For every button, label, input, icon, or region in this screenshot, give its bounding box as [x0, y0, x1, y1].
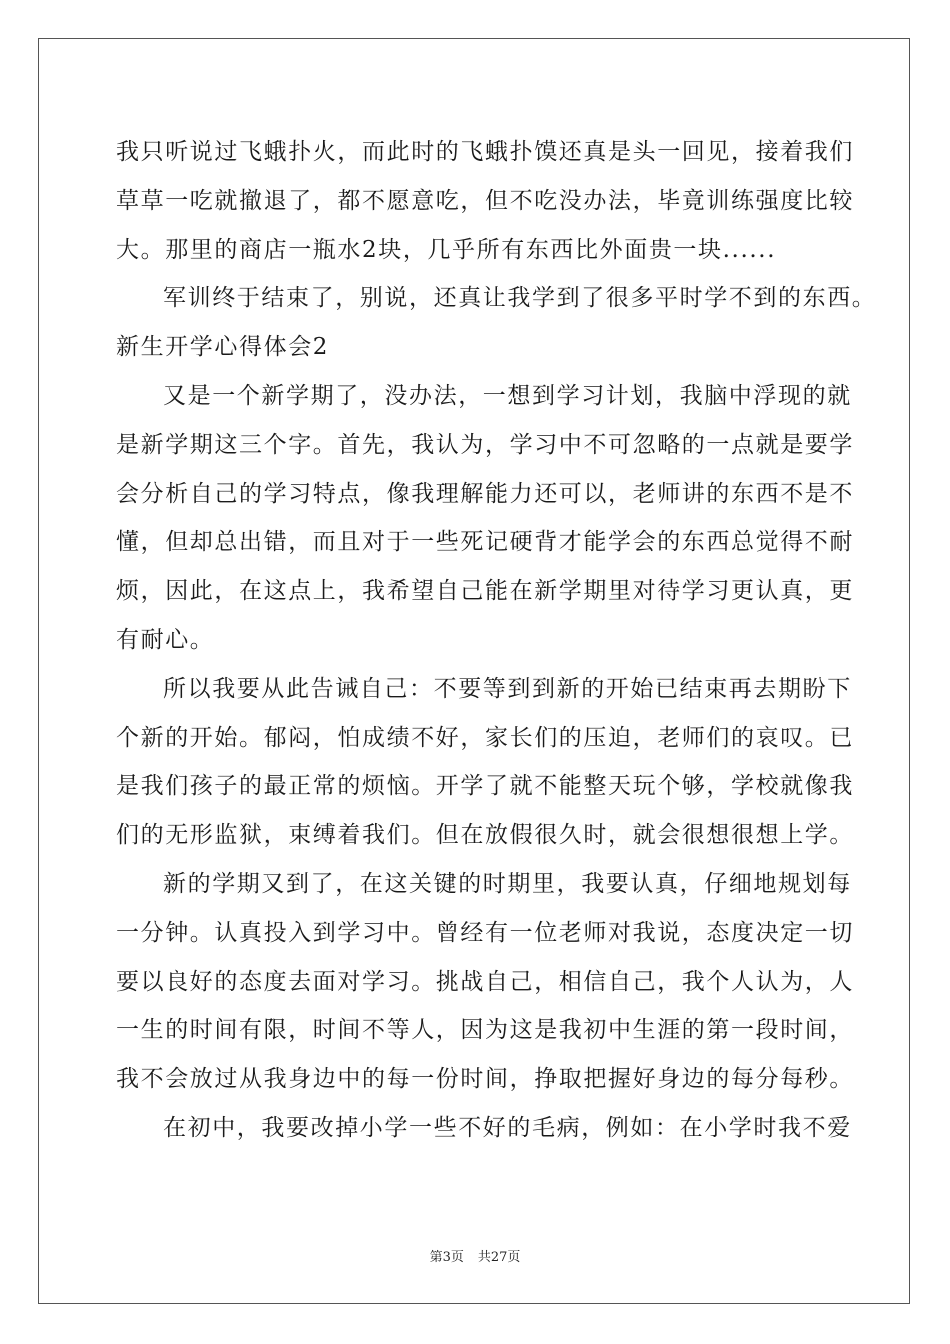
text-line: 军训终于结束了，别说，还真让我学到了很多平时学不到的东西。	[163, 285, 877, 312]
text-line: 要以良好的态度去面对学习。挑战自己，相信自己，我个人认为，人	[116, 968, 854, 995]
text-line: 个新的开始。郁闷，怕成绩不好，家长们的压迫，老师们的哀叹。已	[116, 724, 854, 751]
text-line: 我不会放过从我身边中的每一份时间，挣取把握好身边的每分每秒。	[116, 1066, 854, 1093]
text-line: 会分析自己的学习特点，像我理解能力还可以，老师讲的东西不是不	[116, 480, 854, 507]
text-line: 草草一吃就撤退了，都不愿意吃，但不吃没办法，毕竟训练强度比较	[116, 187, 854, 214]
text-line: 烦，因此，在这点上，我希望自己能在新学期里对待学习更认真，更	[116, 578, 854, 605]
text-line: 一分钟。认真投入到学习中。曾经有一位老师对我说，态度决定一切	[116, 919, 854, 946]
text-line: 大。那里的商店一瓶水2块，几乎所有东西比外面贵一块......	[116, 236, 777, 263]
text-line: 是我们孩子的最正常的烦恼。开学了就不能整天玩个够，学校就像我	[116, 773, 854, 800]
page-total: 共27页	[477, 1250, 521, 1265]
document-body	[116, 128, 877, 1153]
text-line: 是新学期这三个字。首先，我认为，学习中不可忽略的一点就是要学	[116, 431, 854, 458]
text-line: 们的无形监狱，束缚着我们。但在放假很久时，就会很想很想上学。	[116, 822, 854, 849]
text-line: 懂，但却总出错，而且对于一些死记硬背才能学会的东西总觉得不耐	[116, 529, 854, 556]
text-line: 在初中，我要改掉小学一些不好的毛病，例如：在小学时我不爱	[163, 1114, 852, 1141]
text-line: 所以我要从此告诫自己：不要等到到新的开始已结束再去期盼下	[163, 675, 852, 702]
text-line: 新的学期又到了，在这关键的时期里，我要认真，仔细地规划每	[163, 870, 852, 897]
section-heading: 新生开学心得体会2	[116, 334, 330, 361]
text-line: 又是一个新学期了，没办法，一想到学习计划，我脑中浮现的就	[163, 382, 852, 409]
page-footer	[0, 1246, 950, 1265]
text-line: 我只听说过飞蛾扑火，而此时的飞蛾扑馍还真是头一回见，接着我们	[116, 139, 854, 165]
page-number: 第3页	[429, 1250, 464, 1265]
text-line: 一生的时间有限，时间不等人，因为这是我初中生涯的第一段时间，	[116, 1017, 854, 1044]
text-line: 有耐心。	[116, 626, 215, 653]
